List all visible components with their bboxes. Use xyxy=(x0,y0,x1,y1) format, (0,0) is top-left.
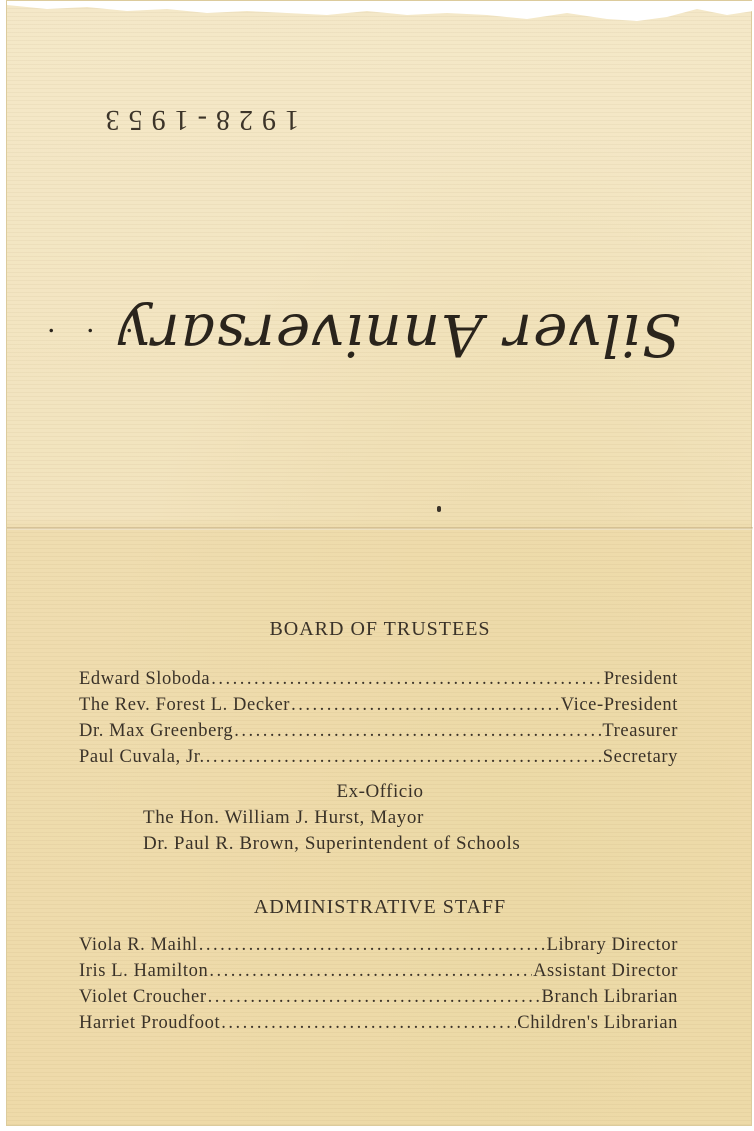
member-name: Paul Cuvala, Jr. xyxy=(79,747,205,767)
staff-row xyxy=(79,984,678,1010)
ex-officio-member: The Hon. William J. Hurst, Mayor xyxy=(143,807,424,828)
member-name: Dr. Max Greenberg xyxy=(79,721,234,741)
board-row xyxy=(79,744,678,770)
dot-leader xyxy=(291,692,560,718)
member-title: Treasurer xyxy=(602,721,678,741)
cover-flap xyxy=(7,1,753,527)
dot-leader xyxy=(208,984,541,1010)
dot-leader xyxy=(211,666,603,692)
member-title: Vice-President xyxy=(560,695,678,715)
dot-leader xyxy=(199,932,546,958)
cover-ellipsis: . . . xyxy=(35,322,133,355)
member-title: President xyxy=(603,669,678,689)
dot-leader xyxy=(221,1010,516,1036)
staff-name: Violet Croucher xyxy=(79,987,207,1007)
member-name: The Rev. Forest L. Decker xyxy=(79,695,291,715)
cover-title-anniversary: Anniversary xyxy=(117,301,483,369)
staff-title: Library Director xyxy=(546,935,678,955)
dot-leader xyxy=(209,958,532,984)
staff-row xyxy=(79,932,678,958)
dot-leader xyxy=(206,744,602,770)
staff-name: Viola R. Maihl xyxy=(79,935,198,955)
cover-title-silver: Silver xyxy=(503,301,681,369)
member-name: Edward Sloboda xyxy=(79,669,211,689)
fold-crease xyxy=(7,527,753,530)
staff-title: Children's Librarian xyxy=(517,1013,678,1033)
member-title: Secretary xyxy=(602,747,678,767)
staff-heading: ADMINISTRATIVE STAFF xyxy=(253,896,507,918)
staff-title: Branch Librarian xyxy=(541,987,678,1007)
ex-officio-member: Dr. Paul R. Brown, Superintendent of Schools xyxy=(143,833,521,854)
anniversary-years: 1928-1953 xyxy=(96,104,299,135)
staff-row xyxy=(79,1010,678,1036)
staff-row xyxy=(79,958,678,984)
program-card xyxy=(6,0,752,1126)
ink-mark xyxy=(437,506,441,512)
board-row xyxy=(79,666,678,692)
staff-title: Assistant Director xyxy=(533,961,678,981)
ex-officio-label: Ex-Officio xyxy=(336,781,424,802)
staff-name: Iris L. Hamilton xyxy=(79,961,209,981)
board-row xyxy=(79,692,678,718)
staff-name: Harriet Proudfoot xyxy=(79,1013,221,1033)
dot-leader xyxy=(234,718,601,744)
board-heading: BOARD OF TRUSTEES xyxy=(269,618,491,640)
board-row xyxy=(79,718,678,744)
